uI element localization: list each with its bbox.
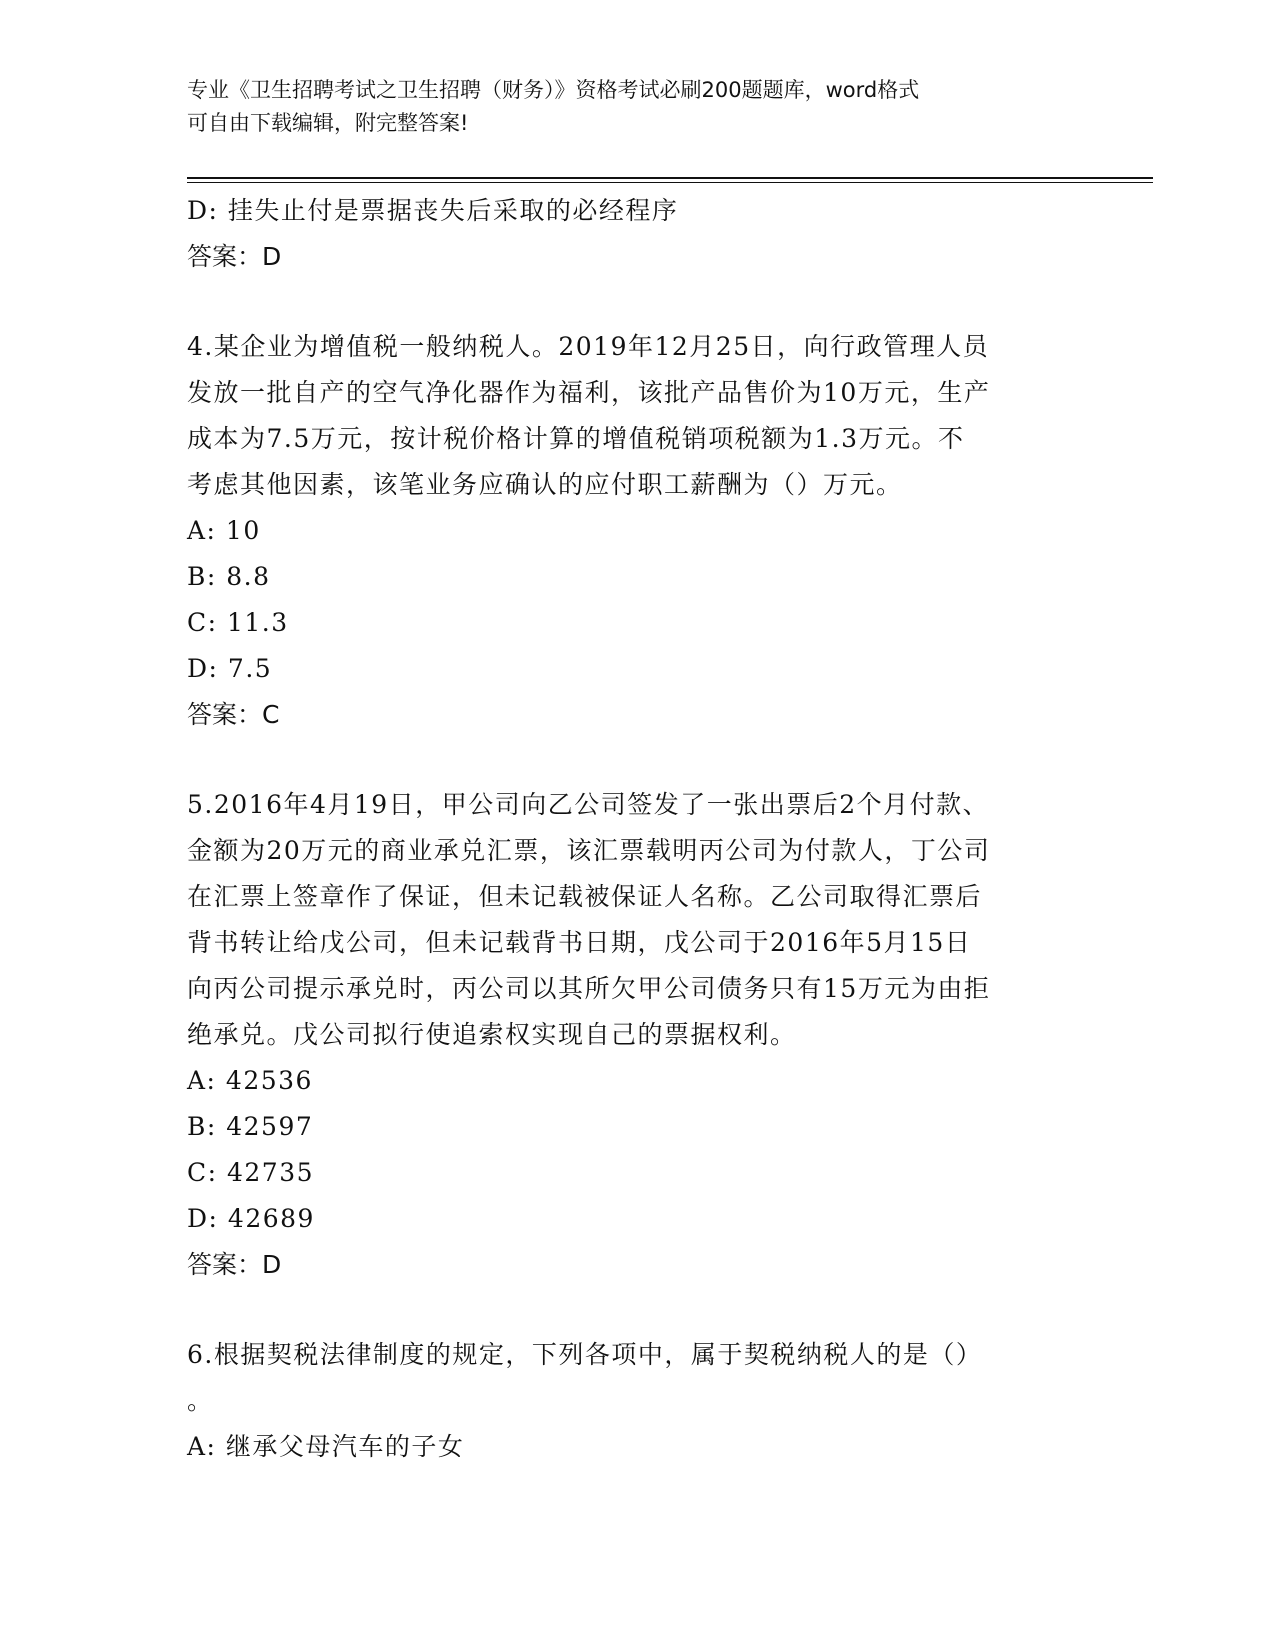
question-line: 6.根据契税法律制度的规定，下列各项中，属于契税纳税人的是（） (187, 1340, 983, 1369)
answer-line: 答案：C (187, 700, 280, 729)
question-line: 金额为20万元的商业承兑汇票，该汇票载明丙公司为付款人，丁公司 (187, 836, 991, 865)
option-c: C: 11.3 (187, 608, 289, 637)
header-divider-thin (187, 182, 1153, 183)
question-text (187, 782, 1087, 1058)
question-4 (187, 324, 1087, 738)
question-line: 向丙公司提示承兑时，丙公司以其所欠甲公司债务只有15万元为由拒 (187, 974, 991, 1003)
question-line: 5.2016年4月19日，甲公司向乙公司签发了一张出票后2个月付款、 (187, 790, 990, 819)
question-line: 背书转让给戊公司，但未记载背书日期，戊公司于2016年5月15日 (187, 928, 972, 957)
question-text (187, 324, 1087, 508)
document-body (187, 188, 1087, 1514)
option-c: C: 42735 (187, 1158, 315, 1187)
option-a: A: 10 (187, 516, 261, 545)
option-d: D: 挂失止付是票据丧失后采取的必经程序 (187, 196, 679, 225)
question-5 (187, 782, 1087, 1288)
header-title-line-2: 可自由下载编辑，附完整答案! (187, 111, 469, 135)
header-divider-thick (187, 177, 1153, 179)
option-d: D: 42689 (187, 1204, 315, 1233)
question-3-tail (187, 188, 1087, 280)
question-line: 在汇票上签章作了保证，但未记载被保证人名称。乙公司取得汇票后 (187, 882, 983, 911)
answer-line: 答案：D (187, 1250, 282, 1279)
option-b: B: 42597 (187, 1112, 314, 1141)
question-text (187, 1332, 1087, 1424)
question-line: 发放一批自产的空气净化器作为福利，该批产品售价为10万元，生产 (187, 378, 991, 407)
answer-line: 答案：D (187, 242, 282, 271)
question-line: 考虑其他因素，该笔业务应确认的应付职工薪酬为（）万元。 (187, 470, 903, 499)
option-b: B: 8.8 (187, 562, 271, 591)
question-line: 。 (187, 1386, 214, 1415)
option-d: D: 7.5 (187, 654, 273, 683)
question-6 (187, 1332, 1087, 1470)
option-a: A: 继承父母汽车的子女 (187, 1432, 465, 1461)
question-line: 绝承兑。戊公司拟行使追索权实现自己的票据权利。 (187, 1020, 797, 1049)
option-a: A: 42536 (187, 1066, 313, 1095)
document-header (187, 74, 1077, 140)
question-line: 成本为7.5万元，按计税价格计算的增值税销项税额为1.3万元。不 (187, 424, 965, 453)
header-title-line-1: 专业《卫生招聘考试之卫生招聘（财务）》资格考试必刷200题题库，word格式 (187, 78, 920, 102)
question-line: 4.某企业为增值税一般纳税人。2019年12月25日，向行政管理人员 (187, 332, 990, 361)
